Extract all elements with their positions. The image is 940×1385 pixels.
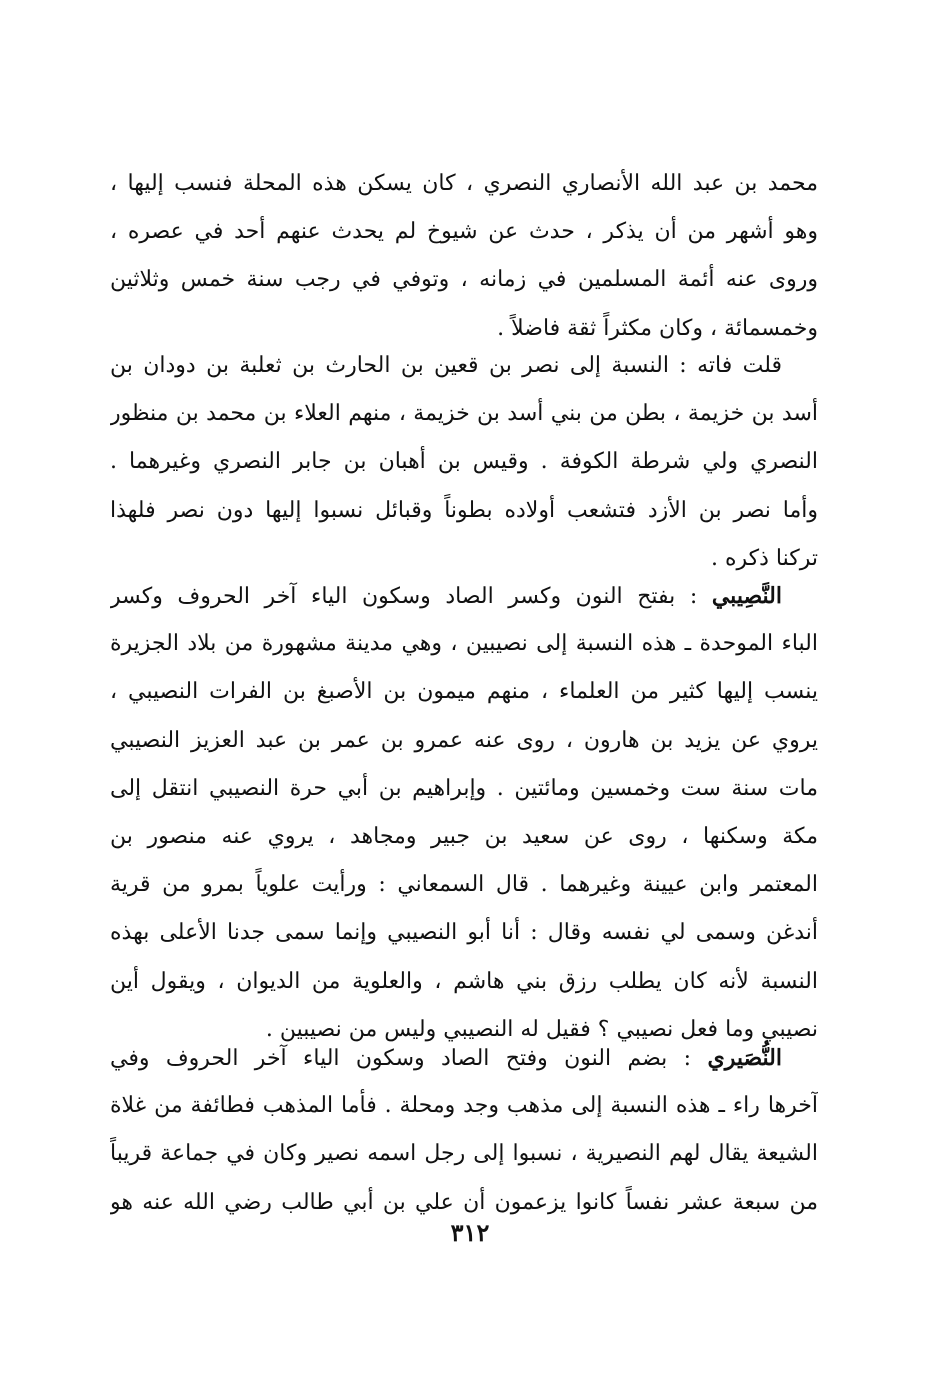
entry-first-line [110, 1034, 818, 1082]
text-line: قلت فاته : النسبة إلى نصر بن قعين بن الحارث بن ثعلبة بن دودان بن [110, 353, 782, 378]
entry-nusaybi [110, 572, 818, 1054]
text-line: محمد بن عبد الله الأنصاري النصري ، كان يسكن هذه المحلة فنسب إليها ، [110, 171, 818, 196]
entry-text: : بضم النون وفتح الصاد وسكون الياء آخر الحروف وفي [110, 1046, 708, 1071]
entry-first-line [110, 572, 818, 620]
text-line: أندغن وسمى لي نفسه وقال : أنا أبو النصيبي وإنما سمى جدنا الأعلى بهذه [110, 920, 818, 946]
text-line: وهو أشهر من أن يذكر ، حدث عن شيوخ لم يحدث عنهم أحد في عصره ، [110, 219, 818, 245]
text-line: الشيعة يقال لهم النصيرية ، نسبوا إلى رجل اسمه نصير وكان في جماعة قريباً [110, 1141, 818, 1167]
text-line: النصري ولي شرطة الكوفة . وقيس بن أهبان بن جابر النصري وغيرهما . [110, 449, 818, 475]
text-line: وخمسمائة ، وكان مكثراً ثقة فاضلاً . [497, 315, 818, 341]
text-line: مكة وسكنها ، روى عن سعيد بن جبير ومجاهد ، يروي عنه منصور بن [110, 823, 818, 849]
paragraph-note [110, 342, 818, 583]
text-line: المعتمر وابن عيينة وغيرهما . قال السمعاني : ورأيت علوياً بمرو من قرية [110, 872, 818, 898]
text-line: وأما نصر بن الأزد فتشعب أولاده بطوناً وقبائل نسبوا إليها دون نصر فلهذا [110, 497, 818, 523]
text-line: تركنا ذكره . [711, 545, 818, 571]
entry-heading: النَّصِيبي [711, 583, 782, 609]
text-line: مات سنة ست وخمسين ومائتين . وإبراهيم بن أبي حرة النصيبي انتقل إلى [110, 775, 818, 801]
paragraph-continuation [110, 160, 818, 353]
text-line: النسبة لأنه كان يطلب رزق بني هاشم ، والعلوية من الديوان ، ويقول أين [110, 968, 818, 994]
text-line: الباء الموحدة ـ هذه النسبة إلى نصيبين ، وهي مدينة مشهورة من بلاد الجزيرة [110, 631, 818, 657]
text-line: يروي عن يزيد بن هارون ، روى عنه عمرو بن عمر بن عبد العزيز النصيبي [110, 727, 818, 753]
text-line: ينسب إليها كثير من العلماء ، منهم ميمون بن الأصبغ بن الفرات النصيبي ، [110, 679, 818, 705]
entry-heading: النُّصَيري [707, 1045, 782, 1071]
text-line: وروى عنه أئمة المسلمين في زمانه ، وتوفي في رجب سنة خمس وثلاثين [110, 267, 818, 293]
page-number: ٣١٢ [450, 1218, 490, 1247]
text-line: نصيبي وما فعل نصيبي ؟ فقيل له النصيبي وليس من نصيبين . [265, 1016, 818, 1042]
text-line: أسد بن خزيمة ، بطن من بني أسد بن خزيمة ، منهم العلاء بن محمد بن منظور [110, 401, 818, 427]
text-line: من سبعة عشر نفساً كانوا يزعمون أن علي بن أبي طالب رضي الله عنه هو [110, 1189, 818, 1215]
entry-nusayri [110, 1034, 818, 1227]
entry-text: : بفتح النون وكسر الصاد وسكون الياء آخر الحروف وكسر [110, 584, 712, 609]
text-line: آخرها راء ـ هذه النسبة إلى مذهب وجد ومحلة . فأما المذهب فطائفة من غلاة [110, 1093, 818, 1119]
